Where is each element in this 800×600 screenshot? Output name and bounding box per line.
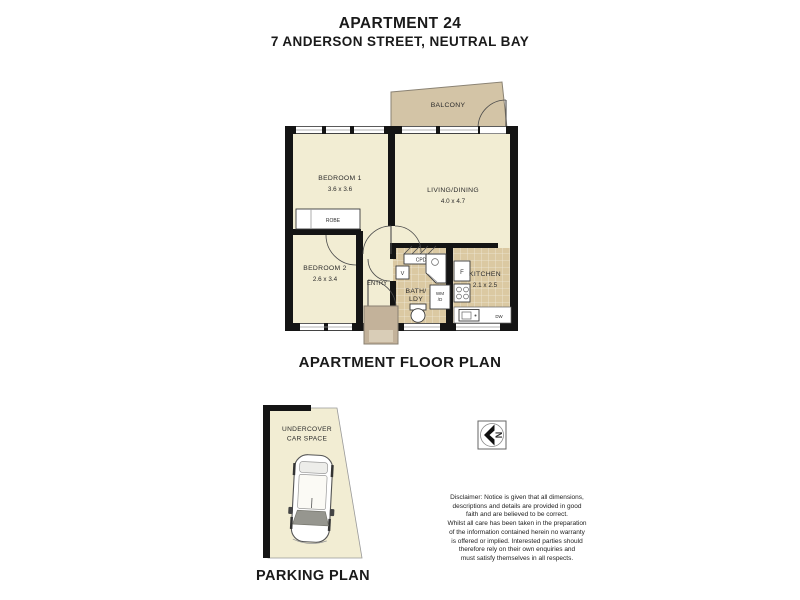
disclaimer-line: Disclaimer: Notice is given that all dimensions, xyxy=(450,494,584,501)
parking-plan-caption: PARKING PLAN xyxy=(255,568,371,584)
fridge-label: F xyxy=(460,270,464,276)
dishwasher-label: DW xyxy=(495,314,503,319)
kitchen-label: KITCHEN xyxy=(469,271,501,278)
bath-laundry-label-1: BATH/ xyxy=(405,288,427,295)
page-subtitle-address: 7 ANDERSON STREET, NEUTRAL BAY xyxy=(270,34,530,49)
parking-plan xyxy=(258,398,373,568)
living-dining-dimensions: 4.0 x 4.7 xyxy=(440,198,466,205)
page-title: APARTMENT 24 xyxy=(338,15,462,32)
disclaimer-line: faith and are believed to be correct. xyxy=(466,511,568,519)
disclaimer-line: must satisfy themselves in all respects. xyxy=(460,554,574,562)
stove-cooktop xyxy=(454,284,470,302)
bedroom2-dimensions: 2.6 x 3.4 xyxy=(312,276,338,283)
floor-plan-caption: APARTMENT FLOOR PLAN xyxy=(298,354,502,371)
living-dining-label: LIVING/DINING xyxy=(427,187,479,194)
bedroom1-label: BEDROOM 1 xyxy=(318,175,362,182)
north-compass xyxy=(477,420,507,450)
bedroom2-label: BEDROOM 2 xyxy=(303,265,347,272)
north-letter: N xyxy=(493,431,504,439)
bath-laundry-label-2: LDY xyxy=(408,296,424,303)
cupboard-label: CPD xyxy=(415,257,427,264)
washer-dryer xyxy=(430,285,450,309)
disclaimer-line: descriptions and details are provided in good xyxy=(452,502,582,510)
disclaimer-line: of the information contained herein no warranty xyxy=(449,528,585,536)
disclaimer-line: is offered or implied. Interested parties should xyxy=(451,537,583,545)
robe-wardrobe xyxy=(296,209,360,229)
washer-dryer-label-2: /D xyxy=(437,297,443,302)
car-top-view xyxy=(287,454,338,545)
disclaimer-line: Whilst all care has been taken in the preparation xyxy=(447,520,587,528)
kitchen-dimensions: 2.1 x 2.5 xyxy=(472,282,498,289)
toilet xyxy=(410,304,426,322)
washer-dryer-label-1: WM xyxy=(435,291,445,296)
balcony-label: BALCONY xyxy=(430,102,466,109)
entry-label: ENTRY xyxy=(366,281,388,287)
robe-label: ROBE xyxy=(325,218,341,224)
bedroom1-dimensions: 3.6 x 3.6 xyxy=(327,186,353,193)
vanity-label: V xyxy=(400,271,405,277)
disclaimer-text xyxy=(428,494,606,564)
car-space-label-1: UNDERCOVER xyxy=(282,426,332,433)
apartment-floor-plan xyxy=(278,78,528,348)
fridge xyxy=(454,261,470,281)
entry-porch xyxy=(364,306,398,344)
car-space-label-2: CAR SPACE xyxy=(286,435,328,443)
kitchen-sink xyxy=(459,310,479,322)
disclaimer-line: therefore rely on their own enquiries and xyxy=(458,546,576,554)
